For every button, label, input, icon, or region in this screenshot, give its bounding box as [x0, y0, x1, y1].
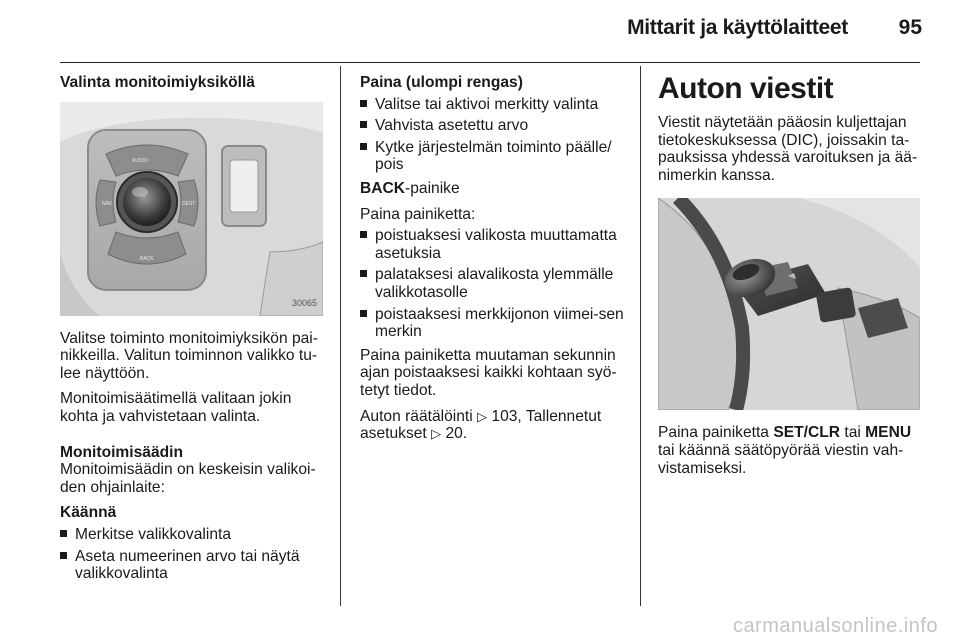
- list-item: Aseta numeerinen arvo tai näytä valikkovalinta: [60, 548, 326, 583]
- paragraph: Paina painiketta muutaman sekunnin ajan poistaaksesi kaikki kohtaan syö-tetyt tiedot.: [360, 346, 617, 399]
- audio-label: AUDIO: [132, 157, 148, 164]
- list-item: Valitse tai aktivoi merkitty valinta: [360, 96, 626, 114]
- paragraph: Paina painiketta:: [360, 205, 476, 223]
- column-divider-2: [640, 66, 641, 606]
- section-heading: Paina (ulompi rengas): [360, 74, 523, 91]
- bullet-list: [360, 227, 626, 341]
- watermark: carmanualsonline.info: [732, 615, 938, 637]
- page-number: 95: [898, 16, 922, 39]
- paragraph: Monitoimisäätimellä valitaan jokin kohta ja vahvistetaan valinta.: [60, 390, 292, 425]
- back-label: BACK: [140, 255, 154, 262]
- list-item: Merkitse valikkovalinta: [60, 526, 326, 544]
- set-clr-button-name: SET/CLR: [773, 424, 841, 442]
- ref-link-customisation[interactable]: Auton räätälöinti: [360, 407, 473, 425]
- page-ref-arrow-icon: ▷: [431, 426, 442, 442]
- bullet-icon: [360, 121, 367, 128]
- bullet-icon: [360, 231, 367, 238]
- bullet-list: [60, 526, 326, 583]
- column-1: [60, 74, 326, 589]
- sub-heading: Käännä: [60, 504, 117, 522]
- list-item: poistaaksesi merkkijonon viimei-sen merkin: [360, 306, 626, 341]
- column-divider-1: [340, 66, 341, 606]
- bullet-icon: [60, 552, 67, 559]
- ref-link-saved-settings[interactable]: Tallennetut asetukset: [360, 407, 602, 443]
- bullet-list: [360, 96, 626, 174]
- column-2: [360, 74, 626, 451]
- back-button-heading: BACK-painike: [360, 179, 460, 197]
- list-item: Kytke järjestelmän toiminto päälle/ pois: [360, 139, 626, 174]
- paragraph: Paina painiketta SET/CLR tai MENU tai käännä säätöpyörää viestin vah-vistamiseksi.: [658, 424, 912, 477]
- bullet-icon: [60, 530, 67, 537]
- column-3: [658, 72, 920, 485]
- bullet-icon: [360, 143, 367, 150]
- page-ref-arrow-icon: ▷: [477, 408, 488, 424]
- list-item: poistuaksesi valikosta muuttamatta asetuksia: [360, 227, 626, 262]
- cross-reference: Auton räätälöinti ▷ 103, Tallennetut asetukset ▷ 20.: [360, 407, 602, 443]
- page-header: [0, 0, 960, 62]
- paragraph: Monitoimisäädin on keskeisin valikoi-den ohjainlaite:: [60, 461, 316, 496]
- bullet-icon: [360, 310, 367, 317]
- bullet-icon: [360, 270, 367, 277]
- dest-label: DEST: [182, 200, 196, 207]
- section-heading: Valinta monitoimiyksiköllä: [60, 74, 255, 91]
- list-item: palataksesi alavalikosta ylemmälle valikkotasolle: [360, 266, 626, 301]
- paragraph: Valitse toiminto monitoimiyksikön pai-nikkeilla. Valitun toiminnon valikko tu-lee näyttöön.: [60, 329, 318, 382]
- stalk-figure: [658, 198, 920, 410]
- controller-figure: [60, 102, 323, 316]
- back-button-name: BACK: [360, 179, 406, 197]
- steering-column-stalk-illustration: [658, 198, 920, 410]
- list-item: Vahvista asetettu arvo: [360, 117, 626, 135]
- section-heading: Monitoimisäädin: [60, 443, 184, 461]
- paragraph: Viestit näytetään pääosin kuljettajan tietokeskuksessa (DIC), joissakin ta-pauksissa yhdessä varoituksen ja ää-nimerkin kanssa.: [658, 114, 918, 184]
- header-title: Mittarit ja käyttölaitteet: [627, 16, 848, 39]
- header-rule: [60, 62, 920, 63]
- figure-number: 30065: [291, 298, 317, 308]
- multifunction-controller-illustration: [60, 102, 323, 316]
- menu-button-name: MENU: [865, 424, 912, 442]
- nav-label: NAV: [102, 200, 112, 207]
- section-title: Auton viestit: [658, 72, 834, 105]
- bullet-icon: [360, 100, 367, 107]
